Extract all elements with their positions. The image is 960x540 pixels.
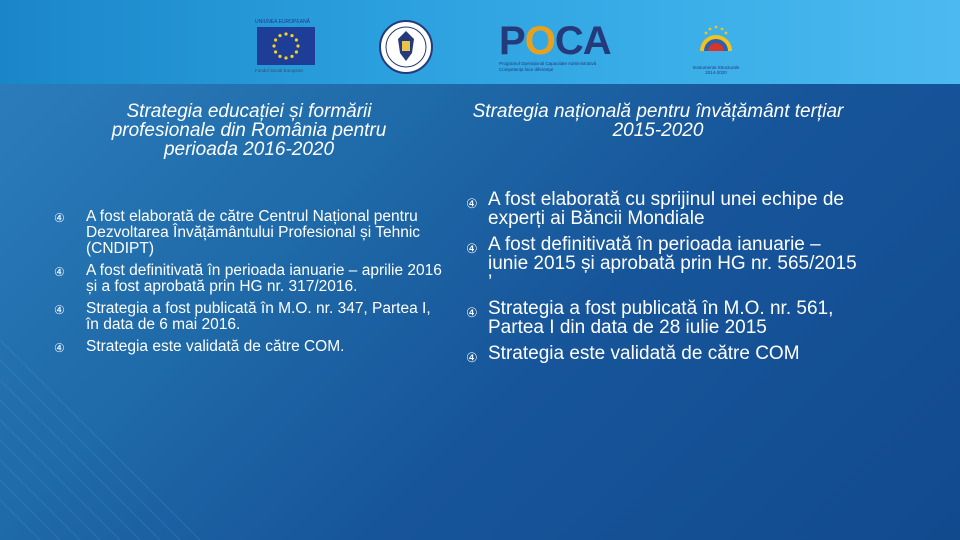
left-bullet-list bbox=[54, 209, 444, 361]
list-item bbox=[466, 190, 866, 228]
list-item bbox=[466, 235, 866, 292]
bullet-icon: ④ bbox=[54, 211, 65, 225]
instrumente-structurale-icon bbox=[686, 17, 746, 65]
eu-logo bbox=[255, 19, 317, 75]
bullet-icon: ④ bbox=[466, 350, 478, 365]
list-item bbox=[466, 344, 866, 363]
bullet-icon: ④ bbox=[466, 196, 478, 211]
list-item bbox=[54, 301, 444, 333]
bullet-text: Strategia este validată de către COM bbox=[488, 343, 800, 364]
bullet-text: A fost elaborată cu sprijinul unei echipe de experți ai Băncii Mondiale bbox=[488, 189, 844, 229]
eu-logo-bottom-text: Fondul Social European bbox=[255, 68, 304, 73]
logo-banner bbox=[0, 0, 960, 84]
bullet-text: Strategia a fost publicată în M.O. nr. 561, Partea I din data de 28 iulie 2015 bbox=[488, 298, 834, 338]
bullet-icon: ④ bbox=[54, 303, 65, 317]
poca-wordmark bbox=[499, 19, 611, 63]
bullet-icon: ④ bbox=[466, 241, 478, 256]
list-item bbox=[54, 339, 444, 355]
bullet-icon: ④ bbox=[54, 265, 65, 279]
bullet-icon: ④ bbox=[54, 341, 65, 355]
right-bullet-list bbox=[466, 190, 866, 370]
left-column-title: Strategia educației și formării profesionale din România pentru perioada 2016-2020 bbox=[111, 101, 387, 160]
instrumente-structurale-label bbox=[686, 65, 746, 75]
bullet-text: A fost definitivată în perioada ianuarie – aprilie 2016 și a fost aprobată prin HG nr. 317/2016. bbox=[86, 262, 442, 295]
bullet-text: Strategia este validată de către COM. bbox=[86, 338, 345, 355]
government-emblem-icon bbox=[378, 19, 434, 75]
poca-subtitle bbox=[499, 61, 623, 73]
instrumente-structurale-logo bbox=[686, 17, 746, 77]
poca-letter-p: P bbox=[499, 19, 525, 63]
list-item bbox=[54, 209, 444, 257]
poca-letters-rest: CA bbox=[554, 19, 611, 63]
poca-letter-o: O bbox=[524, 19, 555, 63]
bullet-text: A fost elaborată de către Centrul Național pentru Dezvoltarea Învățământului Profesional și Tehnic (CNDIPT) bbox=[86, 208, 421, 257]
poca-subtitle-line-1: Programul Operațional Capacitate Administrativă bbox=[499, 61, 597, 66]
instrumente-label-line-2: 2014-2020 bbox=[705, 70, 727, 75]
poca-logo bbox=[497, 19, 625, 75]
bullet-text: A fost definitivată în perioada ianuarie – iunie 2015 și aprobată prin HG nr. 565/2015 ’ bbox=[488, 234, 857, 293]
eu-logo-top-text: UNIUNEA EUROPEANĂ bbox=[255, 19, 311, 25]
poca-subtitle-line-2: Competența face diferența! bbox=[499, 67, 554, 72]
right-column-title: Strategia națională pentru învățământ terțiar 2015-2020 bbox=[472, 101, 844, 141]
instrumente-label-line-1: Instrumente Structurale bbox=[692, 65, 740, 70]
eu-flag-icon bbox=[257, 27, 315, 65]
bullet-text: Strategia a fost publicată în M.O. nr. 347, Partea I, în data de 6 mai 2016. bbox=[86, 300, 431, 333]
list-item bbox=[54, 263, 444, 295]
list-item bbox=[466, 299, 866, 337]
bullet-icon: ④ bbox=[466, 305, 478, 320]
